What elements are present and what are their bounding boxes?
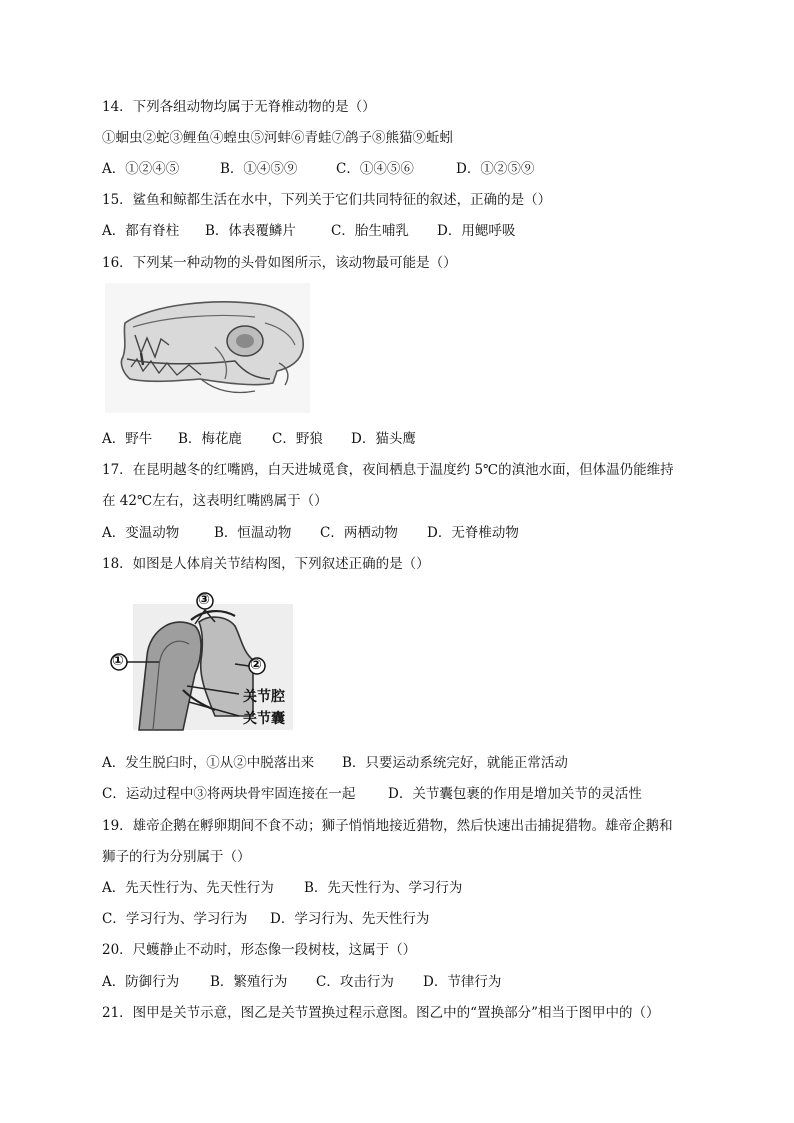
- q14-option-d: D．①②⑤⑨: [456, 161, 535, 177]
- q14-options: [102, 160, 534, 178]
- q16-option-b: B．梅花鹿: [178, 431, 242, 447]
- q14-option-a: A．①②④⑤: [102, 161, 180, 177]
- q19-options-row2: [102, 910, 429, 928]
- q15-option-b: B．体表覆鳞片: [205, 223, 296, 239]
- q15-options: [102, 222, 515, 240]
- q15-option-a: A．都有脊柱: [102, 223, 180, 239]
- q20-option-b: B．繁殖行为: [210, 974, 288, 990]
- q16-options: [102, 430, 416, 448]
- q15-option-c: C．胎生哺乳: [331, 223, 409, 239]
- shoulder-joint-figure: [103, 586, 313, 734]
- skull-figure: [105, 283, 310, 413]
- q19-option-a: A．先天性行为、先天性行为: [102, 880, 274, 896]
- label-joint-cavity: 关节腔: [243, 689, 285, 705]
- q14-items: ①蛔虫②蛇③鲤鱼④蝗虫⑤河蚌⑥青蛙⑦鸽子⑧熊猫⑨蚯蚓: [102, 130, 453, 146]
- q15-stem: 15．鲨鱼和鲸都生活在水中，下列关于它们共同特征的叙述，正确的是（）: [102, 192, 552, 208]
- q17-stem-line2: 在 42℃左右，这表明红嘴鸥属于（）: [102, 493, 328, 509]
- q15-option-d: D．用鳃呼吸: [437, 223, 516, 239]
- q18-option-c: C．运动过程中③将两块骨牢固连接在一起: [102, 786, 356, 802]
- q19-stem-line1: 19．雄帝企鹅在孵卵期间不食不动；狮子悄悄地接近猎物，然后快速出击捕捉猎物。雄帝企鹅和: [102, 818, 673, 834]
- q21-stem: 21．图甲是关节示意，图乙是关节置换过程示意图。图乙中的“置换部分”相当于图甲中的（）: [102, 1005, 660, 1021]
- label-joint-capsule: 关节囊: [243, 711, 285, 727]
- q19-option-d: D．学习行为、先天性行为: [270, 911, 430, 927]
- q16-stem: 16．下列某一种动物的头骨如图所示，该动物最可能是（）: [102, 255, 457, 271]
- q20-option-a: A．防御行为: [102, 974, 180, 990]
- label-3: ③: [198, 592, 210, 608]
- q18-option-b: B．只要运动系统完好，就能正常活动: [342, 755, 568, 771]
- q14-option-c: C．①④⑤⑥: [336, 161, 414, 177]
- q17-option-d: D．无脊椎动物: [427, 525, 519, 541]
- q19-option-c: C．学习行为、学习行为: [102, 911, 248, 927]
- q20-stem: 20．尺蠖静止不动时，形态像一段树枝，这属于（）: [102, 942, 417, 958]
- q19-option-b: B．先天性行为、学习行为: [304, 880, 463, 896]
- label-2: ②: [250, 657, 262, 673]
- q18-stem: 18．如图是人体肩关节结构图，下列叙述正确的是（）: [102, 556, 430, 572]
- q20-option-d: D．节律行为: [423, 974, 502, 990]
- label-1: ①: [112, 653, 124, 669]
- q18-option-a: A．发生脱臼时，①从②中脱落出来: [102, 755, 315, 771]
- q17-stem-line1: 17．在昆明越冬的红嘴鸥，白天进城觅食，夜间栖息于温度约 5℃的滇池水面，但体温仍能维持: [102, 462, 674, 478]
- q19-stem-line2: 狮子的行为分别属于（）: [102, 849, 251, 865]
- q17-option-b: B．恒温动物: [214, 525, 292, 541]
- q16-option-c: C．野狼: [272, 431, 323, 447]
- q18-options-row1: [102, 754, 568, 772]
- q18-option-d: D．关节囊包裹的作用是增加关节的灵活性: [388, 786, 642, 802]
- q14-stem: 14．下列各组动物均属于无脊椎动物的是（）: [102, 99, 376, 115]
- q18-options-row2: [102, 785, 642, 803]
- q17-options: [102, 524, 519, 542]
- q19-options-row1: [102, 879, 462, 897]
- q17-option-a: A．变温动物: [102, 525, 180, 541]
- q16-option-d: D．猫头鹰: [351, 431, 416, 447]
- q20-options: [102, 973, 501, 991]
- q14-option-b: B．①④⑤⑨: [220, 161, 298, 177]
- q17-option-c: C．两栖动物: [320, 525, 398, 541]
- q16-option-a: A．野牛: [102, 431, 153, 447]
- q20-option-c: C．攻击行为: [316, 974, 394, 990]
